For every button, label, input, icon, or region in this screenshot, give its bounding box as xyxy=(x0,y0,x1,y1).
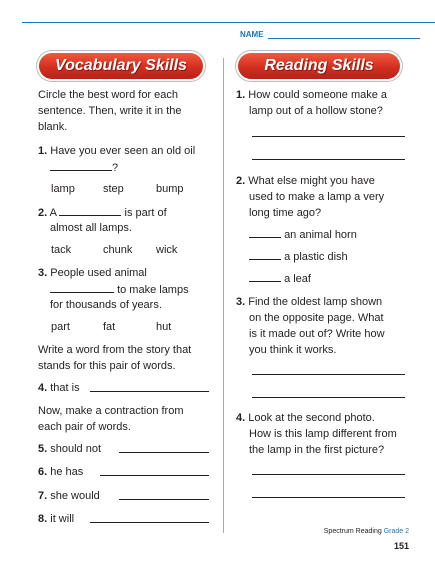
r2-option-3-text: a leaf xyxy=(284,273,311,285)
q3-choice-2[interactable]: fat xyxy=(103,321,116,333)
r4-line-2: How is this lamp different from xyxy=(249,428,397,440)
r4-line-1: Look at the second photo. xyxy=(248,412,375,424)
reading-q1 xyxy=(236,87,387,103)
r4-number: 4. xyxy=(236,412,246,424)
r4-line-3: the lamp in the first picture? xyxy=(249,444,385,456)
r2-line-3: long time ago? xyxy=(249,207,322,219)
r3-line-2: on the opposite page. What xyxy=(249,312,384,324)
r3-number: 3. xyxy=(236,296,246,308)
q1-choice-3[interactable]: bump xyxy=(156,183,184,195)
r2-option-3-blank[interactable] xyxy=(249,270,281,282)
q3-choice-3[interactable]: hut xyxy=(156,321,172,333)
r1-answer-line-2[interactable] xyxy=(252,159,405,160)
r3-line-1: Find the oldest lamp shown xyxy=(248,296,383,308)
q7-answer-line[interactable] xyxy=(119,499,209,500)
vocab-q5 xyxy=(38,441,101,457)
q7-number: 7. xyxy=(38,490,48,502)
vocab-q4 xyxy=(38,380,80,396)
q5-number: 5. xyxy=(38,443,48,455)
write-intro-line-2: stands for this pair of words. xyxy=(38,360,176,372)
q3-choice-1[interactable]: part xyxy=(51,321,70,333)
vocab-q3 xyxy=(38,265,147,281)
q8-number: 8. xyxy=(38,513,48,525)
r3-answer-line-1[interactable] xyxy=(252,374,405,375)
r2-line-1: What else might you have xyxy=(248,175,375,187)
r2-number: 2. xyxy=(236,175,246,187)
r2-option-2 xyxy=(249,248,348,265)
q6-number: 6. xyxy=(38,466,48,478)
q2-blank[interactable] xyxy=(59,204,121,216)
r3-line-4: you think it works. xyxy=(249,344,337,356)
q2-pre: A xyxy=(49,207,57,219)
q2-choice-2[interactable]: chunk xyxy=(103,244,133,256)
q3-blank[interactable] xyxy=(50,281,114,293)
q5-answer-line[interactable] xyxy=(119,452,209,453)
q3-number: 3. xyxy=(38,267,48,279)
vocab-q1 xyxy=(38,143,195,159)
r3-answer-line-2[interactable] xyxy=(252,397,405,398)
r1-line-1: How could someone make a xyxy=(248,89,388,101)
vocab-q6 xyxy=(38,464,83,480)
q1-text: Have you ever seen an old oil xyxy=(50,145,196,157)
reading-q4 xyxy=(236,410,375,426)
q1-blank[interactable] xyxy=(50,159,112,171)
column-divider xyxy=(223,58,224,533)
vocab-q8 xyxy=(38,511,74,527)
q8-answer-line[interactable] xyxy=(90,522,209,523)
q4-text: that is xyxy=(50,382,80,394)
q6-answer-line[interactable] xyxy=(100,475,209,476)
q1-choice-1[interactable]: lamp xyxy=(51,183,75,195)
footer-series xyxy=(324,528,409,535)
q7-text: she would xyxy=(50,490,100,502)
grade-label: Grade 2 xyxy=(383,528,409,535)
r1-answer-line-1[interactable] xyxy=(252,136,405,137)
q8-text: it will xyxy=(50,513,75,525)
q3-line-2 xyxy=(50,281,189,298)
vocab-intro-line-2: sentence. Then, write it in the xyxy=(38,105,182,117)
r2-line-2: used to make a lamp a very xyxy=(249,191,385,203)
vocab-q2 xyxy=(38,204,167,221)
q4-number: 4. xyxy=(38,382,48,394)
page-number: 151 xyxy=(393,541,409,551)
r1-number: 1. xyxy=(236,89,246,101)
reading-skills-banner: Reading Skills xyxy=(238,53,400,79)
vocab-intro-line-1: Circle the best word for each xyxy=(38,89,179,101)
vocabulary-skills-banner: Vocabulary Skills xyxy=(39,53,203,79)
r4-answer-line-2[interactable] xyxy=(252,497,405,498)
r1-line-2: lamp out of a hollow stone? xyxy=(249,105,383,117)
q2-choice-3[interactable]: wick xyxy=(156,244,178,256)
r2-option-1-blank[interactable] xyxy=(249,226,281,238)
q2-choice-1[interactable]: tack xyxy=(51,244,72,256)
q2-post: is part of xyxy=(124,207,167,219)
r2-option-2-blank[interactable] xyxy=(249,248,281,260)
q3-line-3: for thousands of years. xyxy=(50,299,162,311)
r3-line-3: is it made out of? Write how xyxy=(249,328,385,340)
vocab-q7 xyxy=(38,488,100,504)
write-intro-line-1: Write a word from the story that xyxy=(38,344,192,356)
reading-q3 xyxy=(236,294,382,310)
r4-answer-line-1[interactable] xyxy=(252,474,405,475)
q6-text: he has xyxy=(50,466,84,478)
q5-text: should not xyxy=(50,443,102,455)
vocab-intro-line-3: blank. xyxy=(38,121,68,133)
q3-text: People used animal xyxy=(50,267,147,279)
series-name: Spectrum Reading xyxy=(323,528,382,535)
q1-end: ? xyxy=(112,162,119,174)
q3-post: to make lamps xyxy=(117,284,189,296)
q4-answer-line[interactable] xyxy=(90,391,209,392)
name-blank[interactable] xyxy=(268,29,420,39)
r2-option-3 xyxy=(249,270,311,287)
q2-number: 2. xyxy=(38,207,48,219)
r2-option-1 xyxy=(249,226,357,243)
q1-number: 1. xyxy=(38,145,48,157)
r2-option-2-text: a plastic dish xyxy=(284,251,348,263)
name-label: NAME xyxy=(240,30,264,39)
top-rule xyxy=(22,22,435,23)
vocab-q1-blank-line xyxy=(50,159,118,176)
contraction-intro-line-1: Now, make a contraction from xyxy=(38,405,184,417)
contraction-intro-line-2: each pair of words. xyxy=(38,421,131,433)
r2-option-1-text: an animal horn xyxy=(284,229,357,241)
reading-q2 xyxy=(236,173,375,189)
q1-choice-2[interactable]: step xyxy=(103,183,124,195)
name-field xyxy=(240,27,420,39)
q2-line-2: almost all lamps. xyxy=(50,222,132,234)
